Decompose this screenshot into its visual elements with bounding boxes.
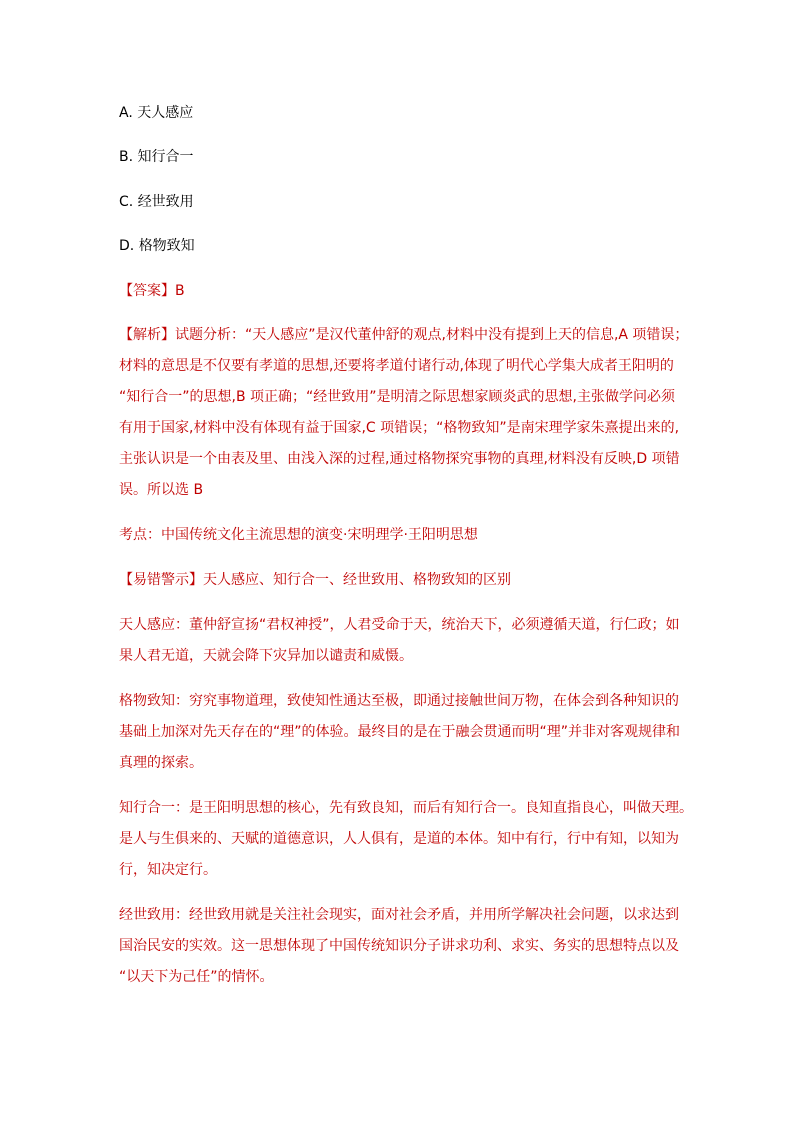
answer-value: B	[175, 283, 185, 299]
explanation-gewu-line-2: 基础上加深对先天存在的“理”的体验。最终目的是在于融会贯通而明“理”并非对客观规律和	[119, 724, 681, 740]
option-c	[119, 193, 194, 211]
warning-tag: 【易错警示】	[119, 572, 203, 588]
analysis-line-1	[119, 326, 688, 344]
option-b	[119, 148, 194, 166]
option-a	[119, 104, 193, 122]
explanation-jingshi-line-2: 国治民安的实效。这一思想体现了中国传统知识分子讲求功利、求实、务实的思想特点以及	[119, 938, 679, 954]
explanation-zhixing-line-2: 是人与生俱来的、天赋的道德意识，人人俱有，是道的本体。知中有行，行中有知，以知为	[119, 831, 679, 847]
analysis-line-2: 材料的意思是不仅要有孝道的思想,还要将孝道付诸行动,体现了明代心学集大成者王阳明的	[119, 358, 674, 374]
analysis-line-5: 主张认识是一个由表及里、由浅入深的过程,通过格物探究事物的真理,材料没有反映,D 项错	[119, 451, 680, 467]
explanation-jingshi-line-3: “以天下为己任”的情怀。	[119, 969, 274, 985]
kaodian-line: 考点：中国传统文化主流思想的演变·宋明理学·王阳明思想	[119, 527, 478, 543]
option-text: 知行合一	[137, 149, 194, 165]
option-text: 经世致用	[137, 194, 194, 210]
warning-line	[119, 571, 511, 589]
explanation-gewu-line-3: 真理的探索。	[119, 755, 203, 771]
option-letter: B.	[119, 149, 134, 165]
option-letter: A.	[119, 105, 133, 121]
explanation-tianren-line-1: 天人感应：董仲舒宣扬“君权神授”，人君受命于天，统治天下，必须遵循天道，行仁政；如	[119, 617, 680, 633]
explanation-gewu-line-1: 格物致知：穷究事物道理，致使知性通达至极，即通过接触世间万物，在体会到各种知识的	[119, 693, 679, 709]
analysis-line-4: 有用于国家,材料中没有体现有益于国家,C 项错误；“格物致知”是南宋理学家朱熹提出来的,	[119, 420, 680, 436]
analysis-line-6: 误。所以选 B	[119, 482, 204, 498]
explanation-tianren-line-2: 果人君无道，天就会降下灾异加以谴责和威慑。	[119, 648, 413, 664]
option-text: 天人感应	[137, 105, 194, 121]
answer-line	[119, 282, 185, 300]
answer-tag: 【答案】	[119, 283, 175, 299]
explanation-zhixing-line-3: 行，知决定行。	[119, 862, 217, 878]
analysis-tag: 【解析】	[119, 327, 175, 343]
explanation-jingshi-line-1: 经世致用：经世致用就是关注社会现实，面对社会矛盾，并用所学解决社会问题，以求达到	[119, 907, 679, 923]
option-d	[119, 237, 195, 255]
option-text: 格物致知	[138, 238, 195, 254]
analysis-text: 试题分析：“天人感应”是汉代董仲舒的观点,材料中没有提到上天的信息,A 项错误；	[175, 327, 689, 343]
option-letter: D.	[119, 238, 135, 254]
explanation-zhixing-line-1: 知行合一：是王阳明思想的核心，先有致良知，而后有知行合一。良知直指良心，叫做天理。	[119, 800, 693, 816]
analysis-line-3: “知行合一”的思想,B 项正确；“经世致用”是明清之际思想家顾炎武的思想,主张做学问必须	[119, 389, 675, 405]
option-letter: C.	[119, 194, 134, 210]
warning-text: 天人感应、知行合一、经世致用、格物致知的区别	[203, 572, 511, 588]
